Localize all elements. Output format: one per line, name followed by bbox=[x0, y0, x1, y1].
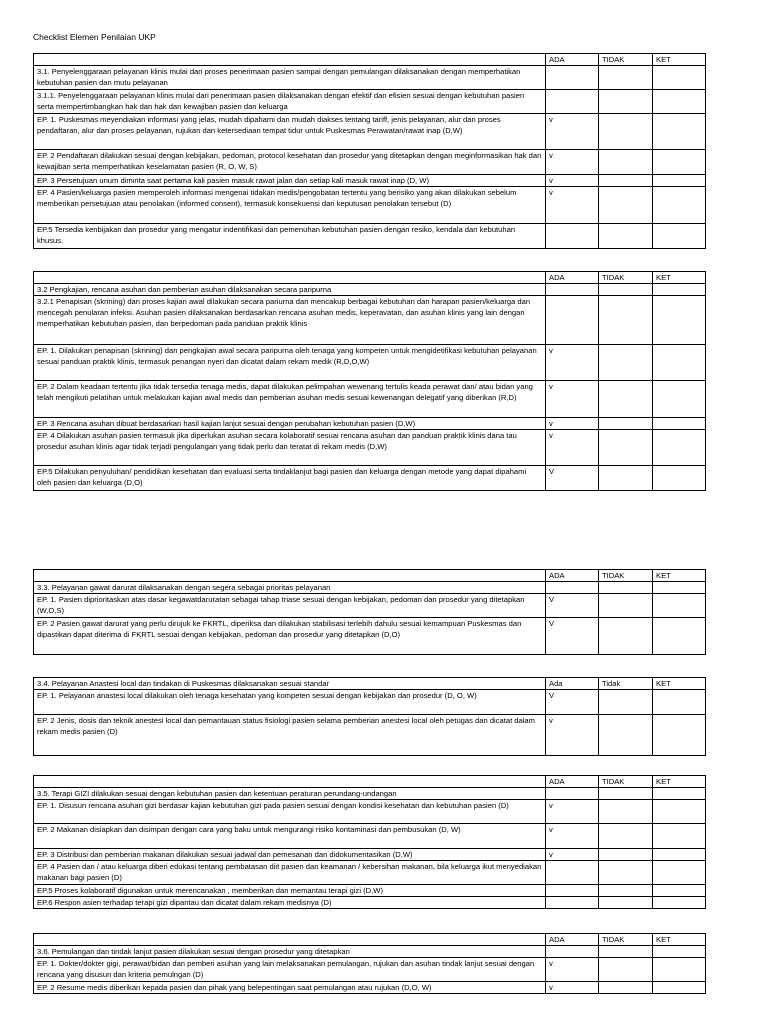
criteria-cell: 3.6. Pemulangan dan tindak lanjut pasien dilakukan sesuai dengan prosedur yang ditetapkan bbox=[34, 946, 546, 958]
header-ket: KET bbox=[653, 570, 706, 582]
ada-cell[interactable] bbox=[546, 885, 599, 897]
tidak-cell[interactable] bbox=[599, 296, 653, 345]
ket-cell[interactable] bbox=[653, 381, 706, 418]
table-row bbox=[34, 715, 706, 756]
ada-cell[interactable]: v bbox=[546, 849, 599, 861]
criteria-cell: 3.1.1. Penyelenggaraan pelayanan klinis mulai dari penerimaan pasien dilaksanakan dengan efektif dan efisien sesuai dengan kebutuhan pasien serta mempertimbangkan hak dan hak dan kewajiban pasien dan keluarga bbox=[34, 90, 546, 114]
ada-cell[interactable]: V bbox=[546, 466, 599, 491]
header-tidak: Tidak bbox=[599, 678, 653, 690]
tidak-cell[interactable] bbox=[599, 90, 653, 114]
table-header-row bbox=[34, 934, 706, 946]
ket-cell[interactable] bbox=[653, 690, 706, 715]
ada-cell[interactable]: v bbox=[546, 800, 599, 824]
table-row bbox=[34, 897, 706, 909]
header-ada: ADA bbox=[546, 570, 599, 582]
table-row bbox=[34, 849, 706, 861]
ket-cell[interactable] bbox=[653, 788, 706, 800]
header-ket: KET bbox=[653, 678, 706, 690]
ket-cell[interactable] bbox=[653, 946, 706, 958]
criteria-cell: EP. 2 Dalam keadaan tertentu jika tidak tersedia tenaga medis, dapat dilakukan pelimpahan wewenang tertulis keada perawat dan/ atau bidan yang telah mengikuti pelatihan untuk melakukan kajian awal medis dan pemberian asuhan medis sesuai kewenangan delegatif yang diberikan (R,D) bbox=[34, 381, 546, 418]
checklist-table-3-1 bbox=[33, 53, 706, 249]
header-ada: ADA bbox=[546, 54, 599, 66]
tidak-cell[interactable] bbox=[599, 618, 653, 655]
ada-cell[interactable]: v bbox=[546, 958, 599, 982]
table-row bbox=[34, 430, 706, 466]
tidak-cell[interactable] bbox=[599, 715, 653, 756]
checklist-table-3-5 bbox=[33, 775, 706, 909]
ada-cell[interactable] bbox=[546, 861, 599, 885]
criteria-cell: EP. 3 Rencana asuhan dibuat berdasarkan hasil kajian lanjut sesuai dengan perubahan kebutuhan pasien (D,W) bbox=[34, 418, 546, 430]
header-ada: Ada bbox=[546, 678, 599, 690]
criteria-cell: EP.5 Proses kolaboratif digunakan untuk merencanakan , memberikan dan memantau terapi gizi (D,W) bbox=[34, 885, 546, 897]
tidak-cell[interactable] bbox=[599, 897, 653, 909]
tidak-cell[interactable] bbox=[599, 466, 653, 491]
ket-cell[interactable] bbox=[653, 90, 706, 114]
ada-cell[interactable] bbox=[546, 897, 599, 909]
ket-cell[interactable] bbox=[653, 982, 706, 994]
criteria-cell: EP. 1. Pelayanan anastesi local dilakukan oleh tenaga kesehatan yang kompeten sesuai dengan kebijakan dan prosedur (D, O, W) bbox=[34, 690, 546, 715]
ada-cell[interactable]: V bbox=[546, 618, 599, 655]
tidak-cell[interactable] bbox=[599, 224, 653, 249]
criteria-cell: EP. 1. Dilakukan penapisan (skrining) dan pengkajian awal secara paripurna oleh tenaga yang kompeten untuk mengidetifikasi kebutuhan pelayanan sesuai panduan praktik klinis, termasuk penangan nyeri dan dicatat dalam rekam medik (R,D,O,W) bbox=[34, 345, 546, 381]
table-header-row bbox=[34, 776, 706, 788]
ada-cell[interactable]: V bbox=[546, 690, 599, 715]
ada-cell[interactable]: V bbox=[546, 594, 599, 618]
tidak-cell[interactable] bbox=[599, 849, 653, 861]
tidak-cell[interactable] bbox=[599, 982, 653, 994]
criteria-cell: EP. 1. Pasien diprioritaskan atas dasar kegawatdaruratan sebagai tahap triase sesuai dengan kebijakan, pedoman dan prosedur yang ditetapkan (W,O,S) bbox=[34, 594, 546, 618]
header-criteria bbox=[34, 776, 546, 788]
ada-cell[interactable]: v bbox=[546, 187, 599, 224]
table-row bbox=[34, 824, 706, 849]
ada-cell[interactable]: v bbox=[546, 150, 599, 175]
header-tidak: TIDAK bbox=[599, 776, 653, 788]
ket-cell[interactable] bbox=[653, 849, 706, 861]
criteria-cell: EP.5 Tersedia kenbijakan dan prosedur yang mengatur indentifikasi dan pemenuhan kebutuhan pasien dengan resiko, kendala dan kebutuhan khusus. bbox=[34, 224, 546, 249]
tidak-cell[interactable] bbox=[599, 284, 653, 296]
checklist-table-3-6 bbox=[33, 933, 706, 994]
ada-cell[interactable]: v bbox=[546, 175, 599, 187]
criteria-cell: EP. 2 Pendaftaran dilakukan sesuai dengan kebijakan, pedoman, protocol kesehatan dan prosedur yang ditetapkan dengan meginformasikan hak dan kewajiban serta memperhatikan keselamatan pasien (R, O, W, S) bbox=[34, 150, 546, 175]
table-row bbox=[34, 885, 706, 897]
header-ket: KET bbox=[653, 54, 706, 66]
criteria-cell: 3.1. Penyelenggaraan pelayanan klinis mulai dari proses penerimaan pasien sampai dengan pemulangan dilaksanakan dengan memperhatikan kebutuhan pasien dan mutu pelayanan bbox=[34, 66, 546, 90]
header-ket: KET bbox=[653, 934, 706, 946]
ket-cell[interactable] bbox=[653, 284, 706, 296]
criteria-cell: 3.5. Terapi GIZI dilakukan sesuai dengan kebutuhan pasien dan ketentuan peraturan perundang-undangan bbox=[34, 788, 546, 800]
criteria-cell: EP. 4 Pasien/keluarga pasien memperoleh informasi mengenai tidakan medis/pengobatan tertentu yang berisiko yang akan dilakukan sebelum memberikan persetujuan atau penolakan (informed consent), termasuk konsekuensi dari keputusan penolakan tersebut (D) bbox=[34, 187, 546, 224]
ada-cell[interactable] bbox=[546, 788, 599, 800]
tidak-cell[interactable] bbox=[599, 187, 653, 224]
ada-cell[interactable] bbox=[546, 284, 599, 296]
table-row bbox=[34, 594, 706, 618]
ket-cell[interactable] bbox=[653, 224, 706, 249]
tidak-cell[interactable] bbox=[599, 958, 653, 982]
criteria-cell: EP. 2 Resume medis diberikan kepada pasien dan pihak yang belepentingan saat pemulangan atau rujukan (D,O, W) bbox=[34, 982, 546, 994]
tidak-cell[interactable] bbox=[599, 824, 653, 849]
ket-cell[interactable] bbox=[653, 430, 706, 466]
criteria-cell: 3.2 Pengkajian, rencana asuhan dan pemberian asuhan dilaksanakan secara paripurna bbox=[34, 284, 546, 296]
table-row bbox=[34, 800, 706, 824]
ada-cell[interactable] bbox=[546, 224, 599, 249]
header-ada: ADA bbox=[546, 272, 599, 284]
tidak-cell[interactable] bbox=[599, 690, 653, 715]
ada-cell[interactable]: v bbox=[546, 114, 599, 150]
table-header-row bbox=[34, 570, 706, 582]
tidak-cell[interactable] bbox=[599, 788, 653, 800]
table-row bbox=[34, 224, 706, 249]
ket-cell[interactable] bbox=[653, 824, 706, 849]
header-tidak: TIDAK bbox=[599, 54, 653, 66]
table-row bbox=[34, 381, 706, 418]
criteria-cell: EP. 1. Disusun rencana asuhan gizi berdasar kajian kebutuhan gizi pada pasien sesuai dengan kondisi kesehatan dan kebutuhan pasien (D) bbox=[34, 800, 546, 824]
criteria-cell: EP. 1. Dokter/dokter gigi, perawat/bidan dan pemberi asuhan yang lain melaksanakan pemulangan, rujukan dan asuhan tindak lanjut sesuai dengan rencana yang disusun dan kriteria pemulngan (D) bbox=[34, 958, 546, 982]
table-row bbox=[34, 418, 706, 430]
ada-cell[interactable]: v bbox=[546, 430, 599, 466]
ket-cell[interactable] bbox=[653, 582, 706, 594]
table-row bbox=[34, 788, 706, 800]
table-row bbox=[34, 284, 706, 296]
header-criteria bbox=[34, 54, 546, 66]
document-title: Checklist Elemen Penilaian UKP bbox=[33, 32, 156, 42]
ada-cell[interactable]: v bbox=[546, 418, 599, 430]
ket-cell[interactable] bbox=[653, 114, 706, 150]
criteria-cell: EP. 4 Dilakukan asuhan pasien termasuk jika diperlukan asuhan secara kolaboratif sesuai rencana asuhan dan panduan praktik klinis dana tau prosedur asuhan klinis agar tidak terjadi pengulangan yang tidak perlu dan teratat di rekam medis (D,W) bbox=[34, 430, 546, 466]
table-header-row bbox=[34, 54, 706, 66]
table-row bbox=[34, 150, 706, 175]
table-row bbox=[34, 175, 706, 187]
criteria-cell: EP. 4 Pasien dan / atau keluarga diberi edukasi tentang pembatasan diit pasien dan keamanan / kebersihan makanan, bila keluarga ikut menyediakan makanan bagi pasien (D) bbox=[34, 861, 546, 885]
criteria-cell: EP. 2 Jenis, dosis dan teknik anestesi local dan pemantauan status fisiologi pasien selama pemberian anestesi local oleh petugas dan dicatat dalam rekam medis pasien (D) bbox=[34, 715, 546, 756]
table-row bbox=[34, 582, 706, 594]
tidak-cell[interactable] bbox=[599, 66, 653, 90]
criteria-cell: EP.6 Respon asien terhadap terapi gizi dipantau dan dicatat dalam rekam medisnya (D) bbox=[34, 897, 546, 909]
table-row bbox=[34, 958, 706, 982]
tidak-cell[interactable] bbox=[599, 418, 653, 430]
ada-cell[interactable]: v bbox=[546, 381, 599, 418]
ada-cell[interactable] bbox=[546, 582, 599, 594]
ket-cell[interactable] bbox=[653, 897, 706, 909]
header-criteria bbox=[34, 272, 546, 284]
ada-cell[interactable] bbox=[546, 66, 599, 90]
table-row bbox=[34, 187, 706, 224]
header-criteria bbox=[34, 934, 546, 946]
table-row bbox=[34, 90, 706, 114]
tidak-cell[interactable] bbox=[599, 582, 653, 594]
header-ket: KET bbox=[653, 272, 706, 284]
tidak-cell[interactable] bbox=[599, 800, 653, 824]
table-header-row bbox=[34, 678, 706, 690]
ket-cell[interactable] bbox=[653, 418, 706, 430]
checklist-table-3-3 bbox=[33, 569, 706, 655]
ket-cell[interactable] bbox=[653, 345, 706, 381]
ket-cell[interactable] bbox=[653, 618, 706, 655]
criteria-cell: 3.3. Pelayanan gawat darurat dilaksanakan dengan segera sebagai prioritas pelayanan bbox=[34, 582, 546, 594]
tidak-cell[interactable] bbox=[599, 430, 653, 466]
ada-cell[interactable]: v bbox=[546, 345, 599, 381]
ket-cell[interactable] bbox=[653, 175, 706, 187]
table-row bbox=[34, 946, 706, 958]
ada-cell[interactable]: v bbox=[546, 982, 599, 994]
header-criteria bbox=[34, 570, 546, 582]
table-row bbox=[34, 345, 706, 381]
tidak-cell[interactable] bbox=[599, 345, 653, 381]
ket-cell[interactable] bbox=[653, 466, 706, 491]
table-row bbox=[34, 690, 706, 715]
table-row bbox=[34, 66, 706, 90]
criteria-cell: EP. 2 Makanan disiapkan dan disimpan dengan cara yang baku untuk mengurangi risiko kontaminasi dan pembusukan (D, W) bbox=[34, 824, 546, 849]
header-tidak: TIDAK bbox=[599, 272, 653, 284]
tidak-cell[interactable] bbox=[599, 381, 653, 418]
ket-cell[interactable] bbox=[653, 66, 706, 90]
header-ada: ADA bbox=[546, 934, 599, 946]
ada-cell[interactable]: v bbox=[546, 824, 599, 849]
table-row bbox=[34, 982, 706, 994]
header-ada: ADA bbox=[546, 776, 599, 788]
table-row bbox=[34, 466, 706, 491]
criteria-cell: EP. 1. Puskesmas meyendiakan informasi yang jelas, mudah dipahami dan mudah diakses tentang tariff, jenis pelayanan, alur dan proses pendaftaran, alur dan proses pelayanan, rujukan dan ketersediaan tempat tidur untuk Puskesmas Perawatan/rawat inap (D,W) bbox=[34, 114, 546, 150]
ket-cell[interactable] bbox=[653, 187, 706, 224]
criteria-cell: 3.2.1 Penapisan (skrining) dan proses kajian awal dilakukan secara pariurna dan mencakup berbagai kebutuhan dan harapan pasien/keluarga dan mencegah penularan infeksi. Asuhan pasien dilaksanakan berdasarkan rencana asuhan medis, keperavatan, dan asuhan klinis yang lain dengan memperhatikan kebutuhan pasien, dan berpedoman pada panduan praktik klinis bbox=[34, 296, 546, 345]
tidak-cell[interactable] bbox=[599, 594, 653, 618]
header-tidak: TIDAK bbox=[599, 570, 653, 582]
table-row bbox=[34, 114, 706, 150]
ada-cell[interactable] bbox=[546, 296, 599, 345]
checklist-table-3-2 bbox=[33, 271, 706, 491]
ket-cell[interactable] bbox=[653, 958, 706, 982]
ada-cell[interactable] bbox=[546, 946, 599, 958]
ket-cell[interactable] bbox=[653, 885, 706, 897]
ket-cell[interactable] bbox=[653, 715, 706, 756]
criteria-cell: EP. 3 Distribusi dan pemberian makanan dilakukan sesuai jadwal dan pemesanan dan didokumentasikan (D,W) bbox=[34, 849, 546, 861]
ket-cell[interactable] bbox=[653, 594, 706, 618]
criteria-cell: EP.5 Dilakukan penyuluhan/ pendidikan kesehatan dan evaluasi serta tindaklanjut bagi pasien dan keluarga dengan metode yang dapat dipahami oleh pasien dan keluarga (D,O) bbox=[34, 466, 546, 491]
checklist-table-3-4 bbox=[33, 677, 706, 756]
header-tidak: TIDAK bbox=[599, 934, 653, 946]
tidak-cell[interactable] bbox=[599, 861, 653, 885]
ket-cell[interactable] bbox=[653, 861, 706, 885]
ada-cell[interactable]: v bbox=[546, 715, 599, 756]
tidak-cell[interactable] bbox=[599, 175, 653, 187]
table-row bbox=[34, 296, 706, 345]
ket-cell[interactable] bbox=[653, 800, 706, 824]
ket-cell[interactable] bbox=[653, 150, 706, 175]
tidak-cell[interactable] bbox=[599, 946, 653, 958]
criteria-cell: EP. 2 Pasien gawat darurat yang perlu dirujuk ke FKRTL, diperiksa dan dilakukan stabilisasi terlebih dahulu sesuai kemampuan Puskesmas dan dipastikan dapat diterima di FKRTL sesuai dengan kebijakan, pedoman dan prosedur yang ditetapkan (D,O) bbox=[34, 618, 546, 655]
tidak-cell[interactable] bbox=[599, 114, 653, 150]
ket-cell[interactable] bbox=[653, 296, 706, 345]
tidak-cell[interactable] bbox=[599, 885, 653, 897]
table-row bbox=[34, 861, 706, 885]
table-row bbox=[34, 618, 706, 655]
header-ket: KET bbox=[653, 776, 706, 788]
table-header-row bbox=[34, 272, 706, 284]
header-criteria: 3.4. Pelayanan Anastesi local dan tindakan di Puskesmas dilaksanakan sesuai standar bbox=[34, 678, 546, 690]
ada-cell[interactable] bbox=[546, 90, 599, 114]
tidak-cell[interactable] bbox=[599, 150, 653, 175]
criteria-cell: EP. 3 Persetujuan unum diminta saat pertama kali pasien masuk rawat jalan dan setiap kali masuk rawat inap (D, W) bbox=[34, 175, 546, 187]
